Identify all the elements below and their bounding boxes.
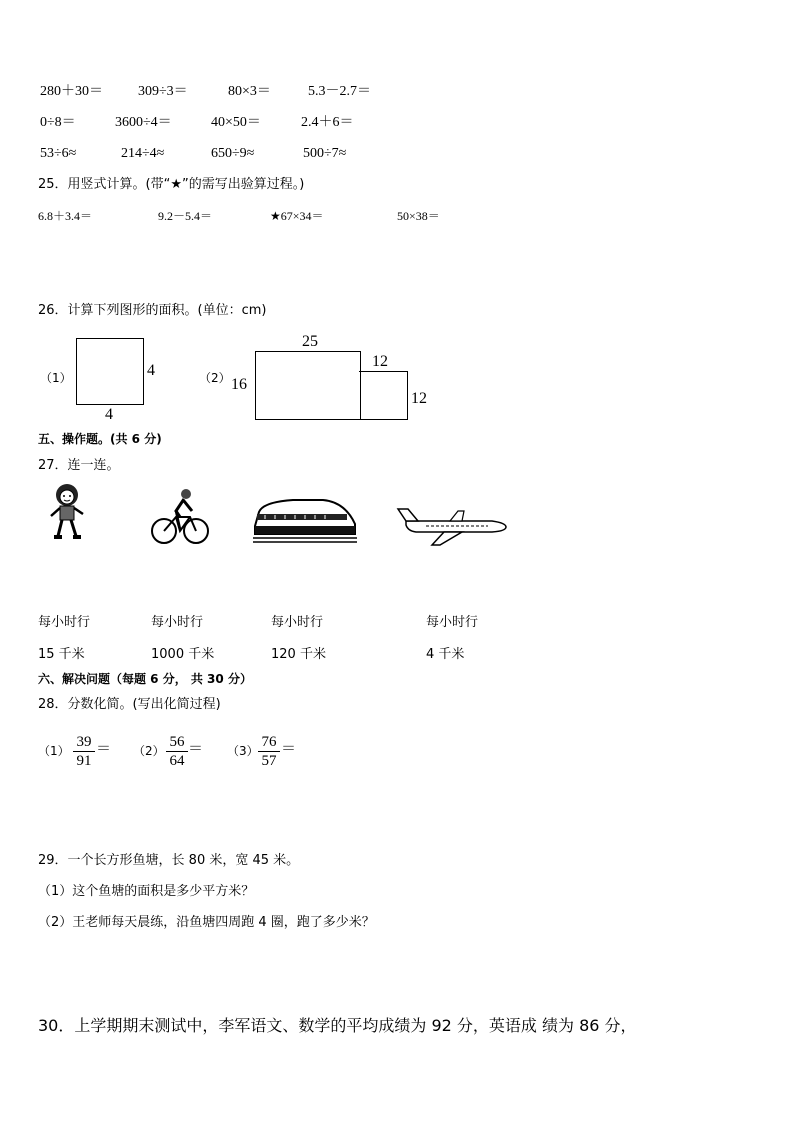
q25-item: 50×38＝ [397, 209, 440, 223]
q25-item: 6.8＋3.4＝ [38, 209, 93, 223]
question-30-title: 30．上学期期末测试中，李军语文、数学的平均成绩为 92 分，英语成 绩为 86 分， [38, 1016, 637, 1035]
rect-side-top: 25 [302, 333, 318, 350]
oral-item: 0÷8＝ [40, 115, 76, 130]
equals-sign: ＝ [188, 741, 204, 757]
girl-walking-icon [46, 482, 88, 542]
oral-item: 650÷9≈ [211, 146, 255, 161]
square-figure [76, 338, 144, 405]
question-29-sub2: （2）王老师每天晨练，沿鱼塘四周跑 4 圈，跑了多少米？ [38, 915, 375, 930]
question-25-title: 25．用竖式计算。(带“★”的需写出验算过程。) [38, 177, 305, 192]
numerator: 39 [73, 733, 95, 752]
numerator: 76 [258, 733, 280, 752]
fraction-76-57 [258, 733, 280, 770]
q25-item: 9.2－5.4＝ [158, 209, 213, 223]
oral-item: 40×50＝ [211, 115, 261, 130]
small-square [359, 371, 408, 420]
speed-label: 每小时行 [426, 615, 479, 630]
oral-item: 2.4＋6＝ [301, 115, 354, 130]
oral-item: 214÷4≈ [121, 146, 165, 161]
section-6-title: 六、解决问题（每题 6 分， 共 30 分） [38, 672, 252, 686]
square-side-bottom: 4 [105, 406, 113, 423]
equals-sign: ＝ [281, 741, 297, 757]
square-side-right: 12 [411, 390, 427, 407]
speed-label: 每小时行 [38, 615, 91, 630]
figure-2-label: （2） [199, 371, 231, 385]
oral-item: 80×3＝ [228, 84, 271, 99]
airplane-icon [396, 505, 508, 547]
speed-value: 1000 千米 [151, 647, 215, 662]
denominator: 91 [76, 753, 92, 769]
numerator: 56 [166, 733, 188, 752]
q25-item: ★67×34＝ [270, 209, 324, 223]
oral-item: 5.3－2.7＝ [308, 84, 371, 99]
oral-item: 500÷7≈ [303, 146, 347, 161]
square-side-right: 4 [147, 362, 155, 379]
question-26-title: 26．计算下列图形的面积。(单位：cm) [38, 303, 267, 318]
speed-value: 15 千米 [38, 647, 85, 662]
speed-label: 每小时行 [271, 615, 324, 630]
rect-side-left: 16 [231, 376, 247, 393]
section-5-title: 五、操作题。(共 6 分) [38, 432, 162, 446]
speed-label: 每小时行 [151, 615, 204, 630]
oral-item: 280＋30＝ [40, 84, 103, 99]
oral-item: 53÷6≈ [40, 146, 77, 161]
train-icon [253, 496, 357, 544]
equals-sign: ＝ [96, 741, 112, 757]
denominator: 64 [169, 753, 185, 769]
fraction-label: （2） [133, 744, 165, 758]
oral-item: 309÷3＝ [138, 84, 188, 99]
figure-1-label: （1） [40, 371, 72, 385]
question-28-title: 28．分数化简。(写出化简过程) [38, 697, 221, 712]
fraction-label: （3） [227, 744, 259, 758]
fraction-56-64 [166, 733, 188, 770]
question-27-title: 27．连一连。 [38, 458, 120, 473]
question-29-sub1: （1）这个鱼塘的面积是多少平方米？ [38, 884, 255, 899]
speed-value: 120 千米 [271, 647, 326, 662]
fraction-39-91 [73, 733, 95, 770]
denominator: 57 [261, 753, 277, 769]
speed-value: 4 千米 [426, 647, 465, 662]
question-29-title: 29．一个长方形鱼塘，长 80 米，宽 45 米。 [38, 853, 300, 868]
fraction-label: （1） [38, 744, 70, 758]
large-rectangle [255, 351, 361, 420]
square-side-top: 12 [372, 353, 388, 370]
oral-item: 3600÷4＝ [115, 115, 172, 130]
cyclist-icon [150, 487, 210, 547]
